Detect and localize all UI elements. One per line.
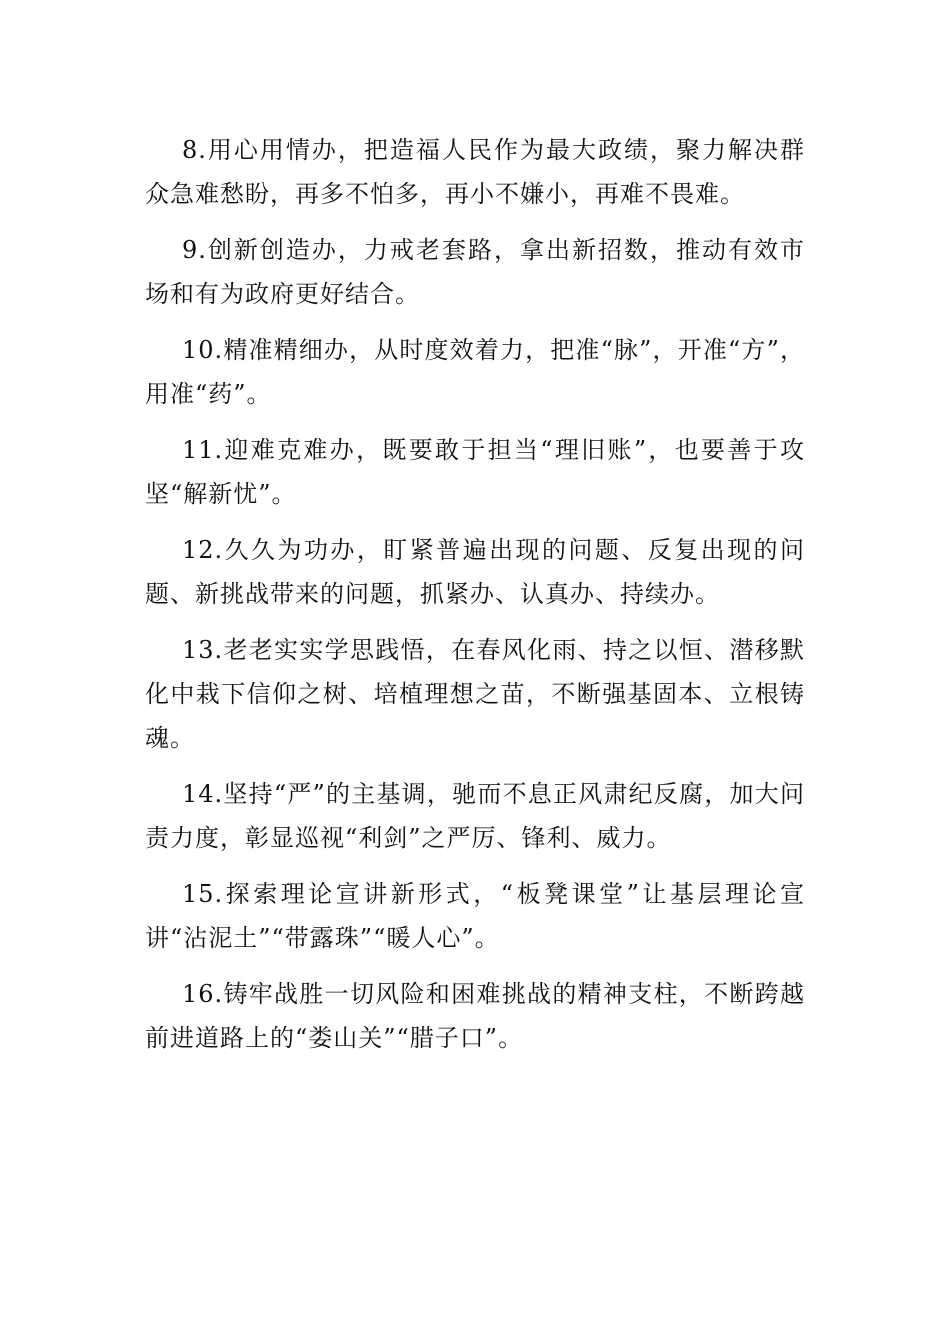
document-body	[145, 128, 805, 1072]
paragraph-14: 14.坚持“严”的主基调，驰而不息正风肃纪反腐，加大问责力度，彰显巡视“利剑”之严厉、锋利、威力。	[145, 780, 805, 852]
paragraph-11: 11.迎难克难办，既要敢于担当“理旧账”，也要善于攻坚“解新忧”。	[145, 436, 805, 508]
paragraph-9: 9.创新创造办，力戒老套路，拿出新招数，推动有效市场和有为政府更好结合。	[145, 236, 805, 308]
paragraph-10: 10.精准精细办，从时度效着力，把准“脉”，开准“方”，用准“药”。	[145, 336, 805, 408]
paragraph-13: 13.老老实实学思践悟，在春风化雨、持之以恒、潜移默化中栽下信仰之树、培植理想之苗，不断强基固本、立根铸魂。	[145, 636, 805, 752]
paragraph-8: 8.用心用情办，把造福人民作为最大政绩，聚力解决群众急难愁盼，再多不怕多，再小不嫌小，再难不畏难。	[145, 136, 805, 208]
paragraph-16: 16.铸牢战胜一切风险和困难挑战的精神支柱，不断跨越前进道路上的“娄山关”“腊子口”。	[145, 980, 805, 1052]
paragraph-12: 12.久久为功办，盯紧普遍出现的问题、反复出现的问题、新挑战带来的问题，抓紧办、认真办、持续办。	[145, 536, 805, 608]
paragraph-15: 15.探索理论宣讲新形式，“板凳课堂”让基层理论宣讲“沾泥土”“带露珠”“暖人心”。	[145, 880, 805, 952]
